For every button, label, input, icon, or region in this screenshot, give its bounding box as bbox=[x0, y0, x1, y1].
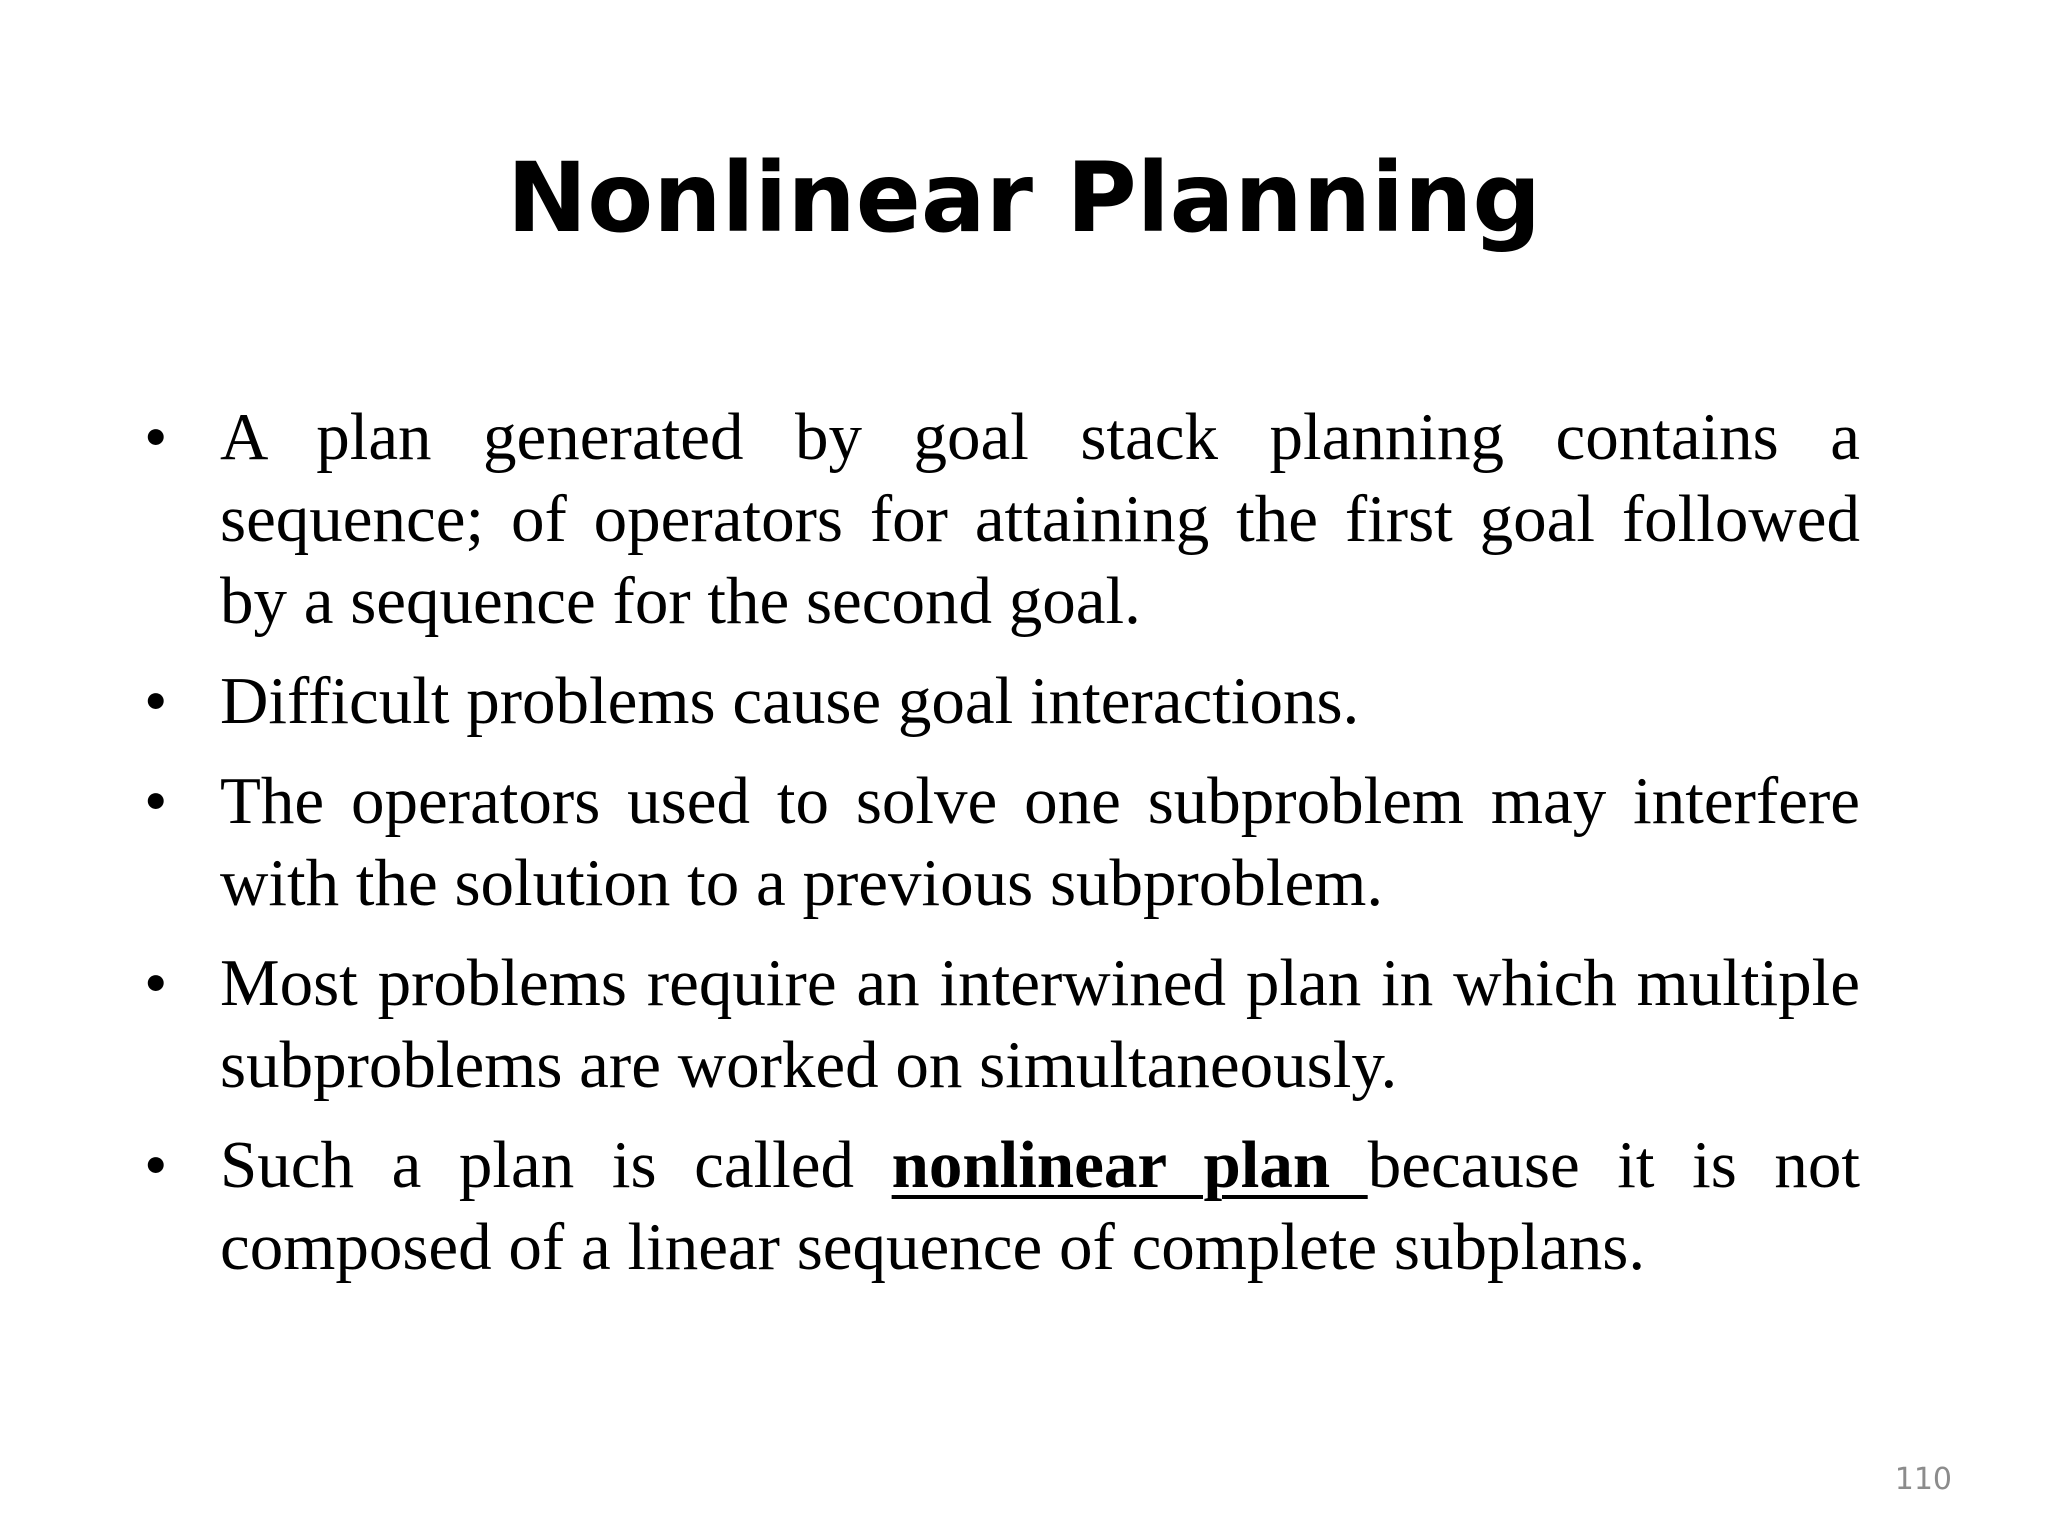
bullet-icon: • bbox=[144, 764, 168, 838]
bullet-item bbox=[140, 396, 1860, 642]
bullet-text: A plan generated by goal stack planning contains a sequence; of operators for attaining the first goal followed by a sequence for the second goal. bbox=[220, 400, 1860, 638]
bullet-text: Difficult problems cause goal interactions. bbox=[220, 664, 1360, 738]
bullet-item bbox=[140, 942, 1860, 1106]
bullet-item bbox=[140, 1124, 1860, 1288]
bullet-item bbox=[140, 660, 1860, 742]
bullet-icon: • bbox=[144, 664, 168, 738]
bullet-icon: • bbox=[144, 1128, 168, 1202]
nonlinear-plan-term: nonlinear plan bbox=[891, 1128, 1368, 1202]
bullet-text-after: because it is not composed of a linear sequence of complete subplans. bbox=[220, 1128, 1860, 1284]
bullet-text: The operators used to solve one subproblem may interfere with the solution to a previous subproblem. bbox=[220, 764, 1860, 920]
bullet-icon: • bbox=[144, 946, 168, 1020]
bullet-icon: • bbox=[144, 400, 168, 474]
bullet-list bbox=[140, 396, 1860, 1306]
bullet-item bbox=[140, 760, 1860, 924]
bullet-text: Most problems require an interwined plan in which multiple subproblems are worked on simultaneously. bbox=[220, 946, 1860, 1102]
page-number: 110 bbox=[1894, 1462, 1952, 1497]
slide-title: Nonlinear Planning bbox=[506, 142, 1542, 254]
bullet-text-before: Such a plan is called bbox=[220, 1128, 892, 1202]
